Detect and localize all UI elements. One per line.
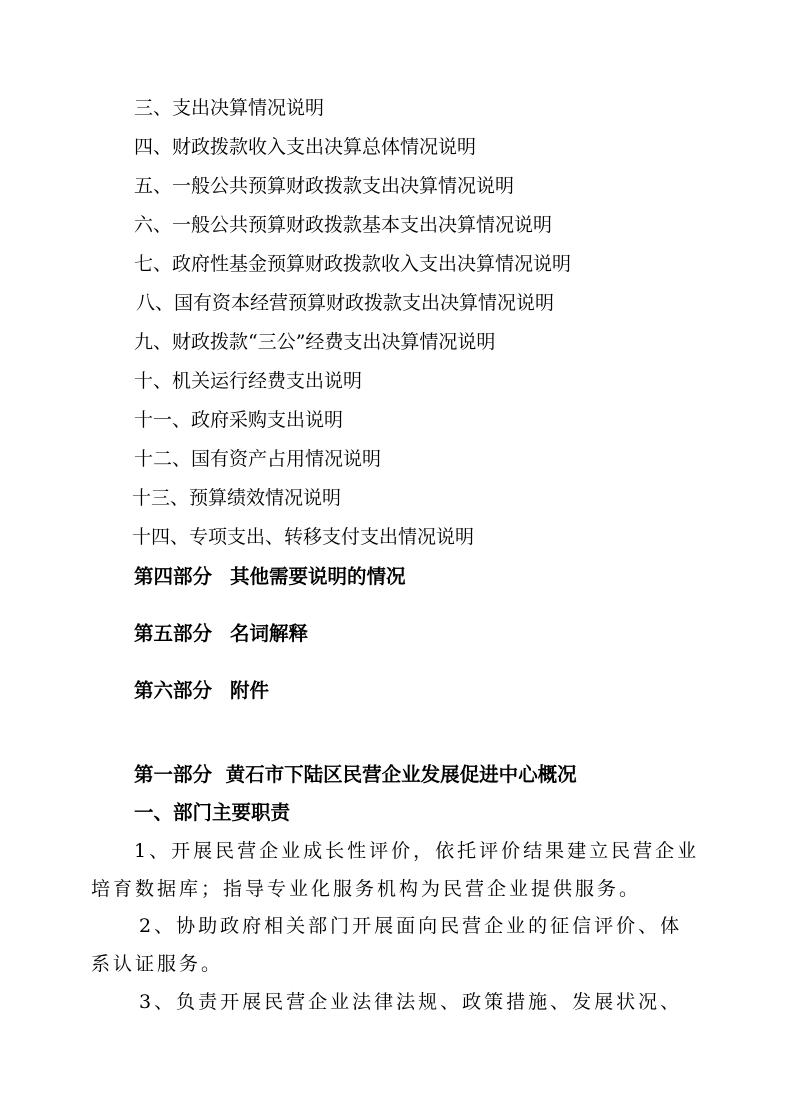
toc-item: 三、支出决算情况说明 <box>134 97 325 119</box>
section-subheading: 一、部门主要职责 <box>134 801 291 824</box>
part-number: 第五部分 <box>134 622 213 645</box>
paragraph-line: 1、开展民营企业成长性评价，依托评价结果建立民营企业 <box>134 840 700 862</box>
toc-item: 五、一般公共预算财政拨款支出决算情况说明 <box>134 175 515 197</box>
toc-item: 十、机关运行经费支出说明 <box>134 370 363 392</box>
section-heading: 第一部分 黄石市下陆区民营企业发展促进中心概况 <box>134 763 577 786</box>
toc-item: 九、财政拨款“三公”经费支出决算情况说明 <box>134 331 496 353</box>
part-title: 其他需要说明的情况 <box>230 565 406 588</box>
paragraph-line: 培育数据库；指导专业化服务机构为民营企业提供服务。 <box>91 878 642 900</box>
toc-item: 十一、政府采购支出说明 <box>134 409 344 431</box>
toc-part-5 <box>134 622 308 646</box>
toc-item: 十三、预算绩效情况说明 <box>132 487 342 509</box>
toc-item: 六、一般公共预算财政拨款基本支出决算情况说明 <box>134 214 553 236</box>
toc-part-4 <box>134 565 406 589</box>
part-title: 名词解释 <box>230 622 309 645</box>
toc-item: 八、国有资本经营预算财政拨款支出决算情况说明 <box>136 292 555 314</box>
paragraph-line: 3、负责开展民营企业法律法规、政策措施、发展状况、 <box>139 991 683 1013</box>
paragraph-line: 系认证服务。 <box>91 953 224 975</box>
paragraph-line: 2、协助政府相关部门开展面向民营企业的征信评价、体 <box>139 915 683 937</box>
part-number: 第四部分 <box>134 565 213 588</box>
part-title: 附件 <box>230 679 270 702</box>
part-number: 第六部分 <box>134 679 213 702</box>
toc-item: 十二、国有资产占用情况说明 <box>134 448 382 470</box>
toc-item: 七、政府性基金预算财政拨款收入支出决算情况说明 <box>134 253 572 275</box>
toc-item: 十四、专项支出、转移支付支出情况说明 <box>132 526 475 548</box>
toc-part-6 <box>134 679 269 703</box>
toc-item: 四、财政拨款收入支出决算总体情况说明 <box>134 136 477 158</box>
